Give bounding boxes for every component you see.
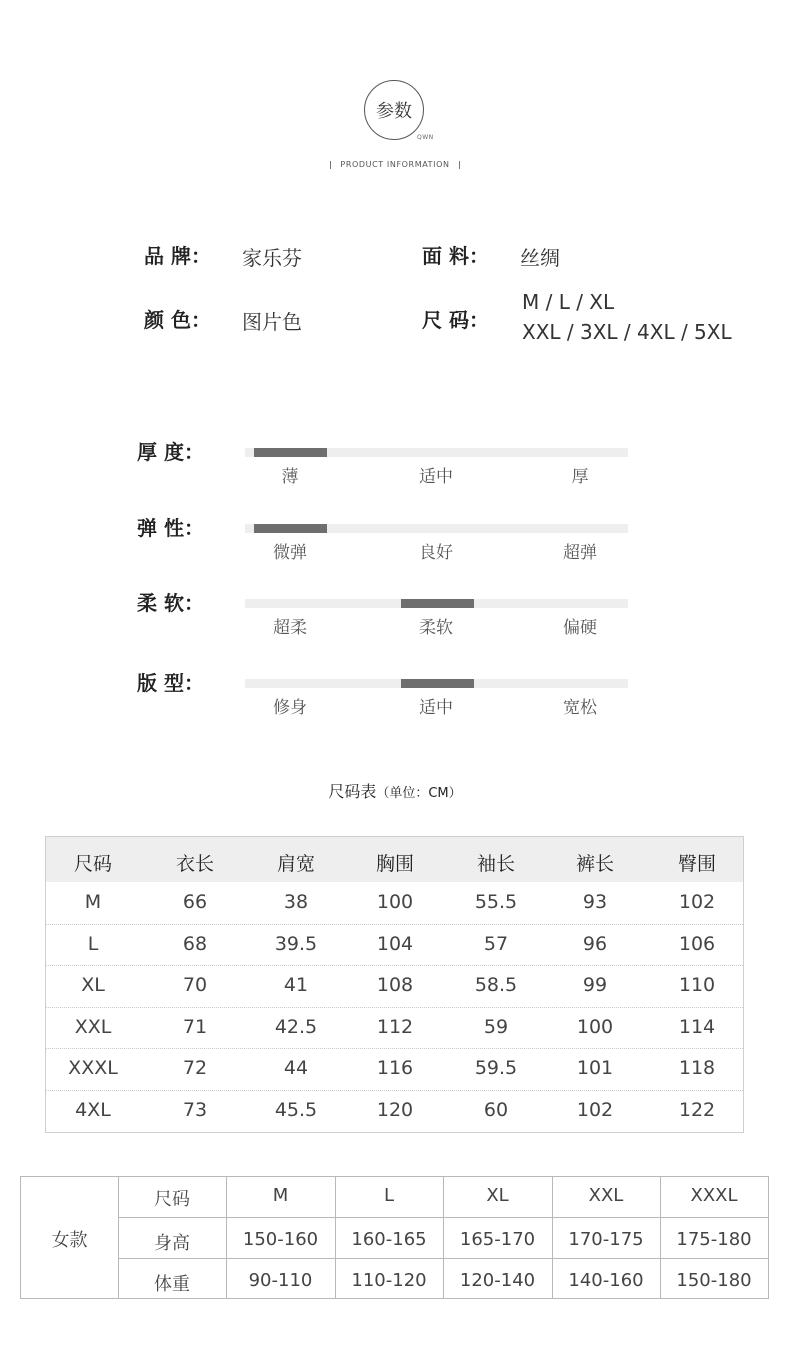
color-value: 图片色 xyxy=(242,310,302,334)
size-table-cell: 55.5 xyxy=(474,891,518,913)
feature-track xyxy=(245,599,628,608)
feature-tick-label: 宽松 xyxy=(563,698,597,718)
size-chart-title xyxy=(0,779,790,802)
size-table xyxy=(45,836,744,1133)
feature-tick-label: 偏硬 xyxy=(563,618,597,638)
feature-tick-label: 厚 xyxy=(571,467,589,487)
size-table-cell: 122 xyxy=(678,1098,716,1121)
table-row xyxy=(46,1007,743,1049)
feature-tick-label: 薄 xyxy=(281,467,299,487)
size-table-cell: 70 xyxy=(182,974,208,996)
size-table-cell: M xyxy=(84,891,102,913)
subtitle-text: PRODUCT INFORMATION xyxy=(340,160,450,169)
size-table-cell: 120 xyxy=(376,1098,414,1121)
size-table-cell: 99 xyxy=(582,974,608,996)
feature-tick-label: 柔软 xyxy=(419,618,453,638)
size-chart-unit: （单位：CM） xyxy=(376,786,462,801)
feature-tick-label: 适中 xyxy=(419,698,453,718)
size-table-cell: XXXL xyxy=(68,1057,118,1079)
table-row xyxy=(46,1048,743,1090)
size-table-cell: 38 xyxy=(283,891,309,913)
women-table-cell: XXL xyxy=(588,1185,624,1206)
women-table-cell: 170-175 xyxy=(568,1229,644,1250)
section-badge xyxy=(364,80,424,140)
material-value: 丝绸 xyxy=(520,246,560,270)
size-table-cell: 59.5 xyxy=(474,1057,518,1079)
badge-text: 参数 xyxy=(376,101,412,122)
feature-track xyxy=(245,524,628,533)
women-row-label: 体重 xyxy=(154,1274,190,1295)
size-table-cell: 42.5 xyxy=(274,1015,318,1038)
size-table-cell: 44 xyxy=(283,1057,309,1079)
size-table-cell: 101 xyxy=(576,1057,614,1079)
size-table-header-cell: 胸围 xyxy=(375,853,414,875)
feature-tick-label: 超弹 xyxy=(563,543,597,563)
size-table-header-cell: 裤长 xyxy=(575,853,614,875)
women-row-label: 身高 xyxy=(154,1233,190,1254)
feature-level-fill xyxy=(254,524,327,533)
feature-tick-label: 良好 xyxy=(419,543,453,563)
brand-label: 品 牌： xyxy=(144,244,211,268)
size-table-cell: XXL xyxy=(74,1015,112,1038)
size-table-cell: 73 xyxy=(182,1098,208,1121)
size-table-header-cell: 臀围 xyxy=(677,853,716,875)
size-table-cell: 68 xyxy=(182,932,208,955)
feature-tick-label: 适中 xyxy=(419,467,453,487)
material-label: 面 料： xyxy=(422,244,489,268)
size-table-cell: 45.5 xyxy=(274,1098,318,1121)
size-table-cell: 108 xyxy=(376,974,414,996)
feature-tick-label: 超柔 xyxy=(273,618,307,638)
women-table-cell: 150-180 xyxy=(676,1270,752,1291)
size-table-cell: 39.5 xyxy=(274,932,318,955)
women-table-cell: L xyxy=(383,1185,395,1206)
size-table-header-cell: 衣长 xyxy=(175,853,214,875)
women-table-cell: 120-140 xyxy=(459,1270,536,1291)
women-table-cell: XL xyxy=(486,1185,509,1206)
feature-label: 弹 性： xyxy=(137,516,204,540)
size-table-cell: 104 xyxy=(376,932,414,955)
table-row xyxy=(46,1090,743,1132)
size-table-header-cell: 肩宽 xyxy=(276,853,315,875)
size-label: 尺 码： xyxy=(422,308,489,332)
women-table-cell: 165-170 xyxy=(459,1229,536,1250)
feature-label: 厚 度： xyxy=(137,440,204,464)
table-row xyxy=(46,965,743,1007)
size-table-cell: 118 xyxy=(678,1057,716,1079)
size-table-cell: XL xyxy=(81,974,105,996)
size-table-cell: 102 xyxy=(576,1098,614,1121)
size-table-cell: 58.5 xyxy=(474,974,518,996)
divider-right xyxy=(459,161,460,169)
size-table-cell: 112 xyxy=(376,1015,414,1038)
color-label: 颜 色： xyxy=(144,308,211,332)
size-table-cell: 93 xyxy=(582,891,608,913)
size-table-cell: 66 xyxy=(182,891,208,913)
table-grid-hline xyxy=(118,1217,768,1218)
feature-level-fill xyxy=(401,599,474,608)
women-table-cell: XXXL xyxy=(690,1185,738,1206)
size-table-cell: 102 xyxy=(678,891,716,913)
size-value-line1: M / L / XL xyxy=(522,290,615,314)
women-table-cell: M xyxy=(272,1185,289,1206)
table-row xyxy=(46,924,743,966)
feature-level-fill xyxy=(401,679,474,688)
brand-value: 家乐芬 xyxy=(242,246,302,270)
feature-tick-label: 微弹 xyxy=(273,543,307,563)
women-size-table xyxy=(20,1176,769,1299)
women-table-cell: 90-110 xyxy=(248,1270,313,1291)
feature-label: 版 型： xyxy=(137,671,204,695)
women-group-label: 女款 xyxy=(51,1229,88,1251)
size-table-header-cell: 尺码 xyxy=(73,853,112,875)
feature-track xyxy=(245,679,628,688)
women-table-cell: 140-160 xyxy=(568,1270,644,1291)
size-table-cell: 116 xyxy=(376,1057,414,1079)
table-row xyxy=(46,882,743,924)
size-table-cell: 110 xyxy=(678,974,716,996)
badge-subtext: QWN xyxy=(417,134,434,141)
women-table-cell: 175-180 xyxy=(676,1229,752,1250)
section-subtitle xyxy=(0,160,790,169)
size-value-line2: XXL / 3XL / 4XL / 5XL xyxy=(522,320,732,344)
divider-left xyxy=(330,161,331,169)
size-table-cell: 114 xyxy=(678,1015,716,1038)
size-table-cell: 106 xyxy=(678,932,716,955)
size-table-cell: L xyxy=(87,932,99,955)
size-table-cell: 96 xyxy=(582,932,608,955)
size-table-cell: 100 xyxy=(376,891,414,913)
feature-track xyxy=(245,448,628,457)
feature-label: 柔 软： xyxy=(137,591,204,615)
size-table-cell: 72 xyxy=(182,1057,208,1079)
size-table-cell: 71 xyxy=(182,1015,208,1038)
women-table-cell: 110-120 xyxy=(351,1270,427,1291)
feature-level-fill xyxy=(254,448,327,457)
size-table-cell: 100 xyxy=(576,1015,614,1038)
women-row-label: 尺码 xyxy=(154,1189,190,1210)
size-table-cell: 59 xyxy=(483,1015,509,1038)
feature-tick-label: 修身 xyxy=(273,698,307,718)
size-table-cell: 4XL xyxy=(75,1098,111,1121)
size-chart-title-text: 尺码表 xyxy=(328,782,377,801)
size-table-cell: 57 xyxy=(483,932,509,955)
women-table-cell: 150-160 xyxy=(242,1229,319,1250)
size-table-cell: 60 xyxy=(483,1098,509,1121)
size-table-header-cell: 袖长 xyxy=(476,853,515,875)
table-grid-hline xyxy=(118,1258,768,1259)
women-table-cell: 160-165 xyxy=(351,1229,427,1250)
size-table-cell: 41 xyxy=(283,974,309,996)
